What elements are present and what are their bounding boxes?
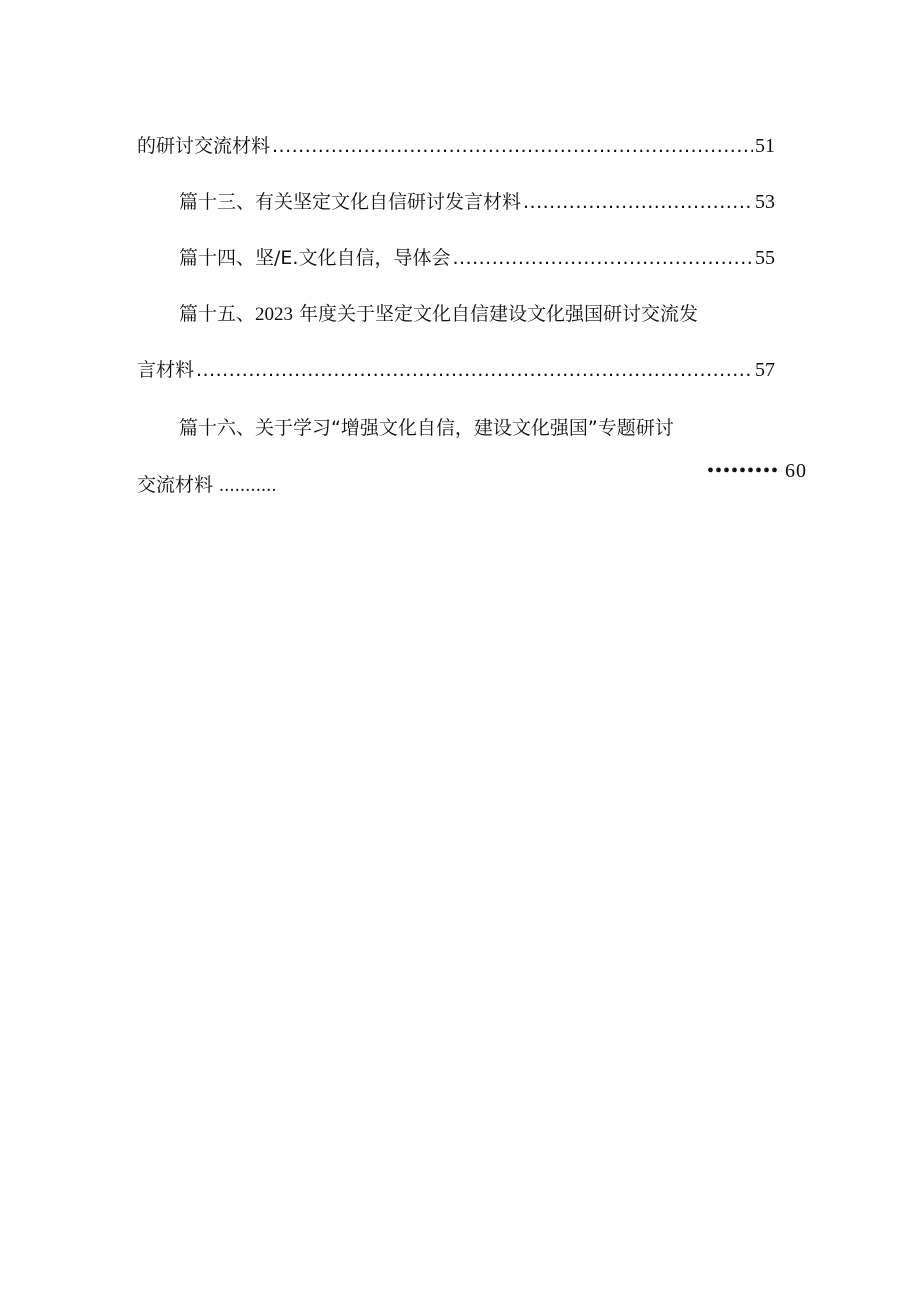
toc-page-number: 55: [755, 247, 775, 269]
toc-leader-dots: [523, 187, 753, 217]
toc-page-number: 53: [755, 191, 775, 213]
toc-entry-title: 年度关于坚定文化自信建设文化强国研讨交流发: [293, 303, 699, 325]
toc-entry-continuation: 言材料: [137, 359, 195, 381]
toc-entry-title: 的研讨交流材料: [137, 135, 271, 157]
toc-entry-16-line-1: [179, 413, 674, 443]
toc-entry-16-page: [707, 456, 807, 486]
toc-entry-title: 篇十四、坚/E.文化自信，导体会: [179, 247, 451, 269]
toc-leader-dots: [272, 131, 753, 161]
toc-leader-dots: [196, 355, 753, 385]
toc-page-number: 51: [755, 135, 775, 157]
toc-page-number: 57: [755, 359, 775, 381]
toc-entry-prefix: 篇十五、: [179, 303, 256, 325]
toc-entry-13: [179, 187, 775, 217]
toc-entry-year: 2023: [255, 304, 294, 325]
toc-page-number: 60: [785, 460, 808, 482]
toc-entry-title: 篇十三、有关坚定文化自信研讨发言材料: [179, 191, 522, 213]
toc-entry-16-line-2: [137, 470, 277, 500]
toc-entry-continuation: 交流材料: [137, 474, 214, 496]
toc-entry-15-line-2: [137, 355, 775, 385]
toc-entry-12: [137, 131, 775, 161]
toc-leader-dots: ...........: [219, 475, 277, 496]
toc-entry-title: 篇十六、关于学习“增强文化自信，建设文化强国”专题研讨: [179, 417, 674, 439]
toc-entry-15-line-1: [179, 299, 698, 329]
toc-entry-14: [179, 243, 775, 273]
toc-leader-bullets: •••••••••: [707, 460, 780, 482]
toc-leader-dots: [452, 243, 753, 273]
